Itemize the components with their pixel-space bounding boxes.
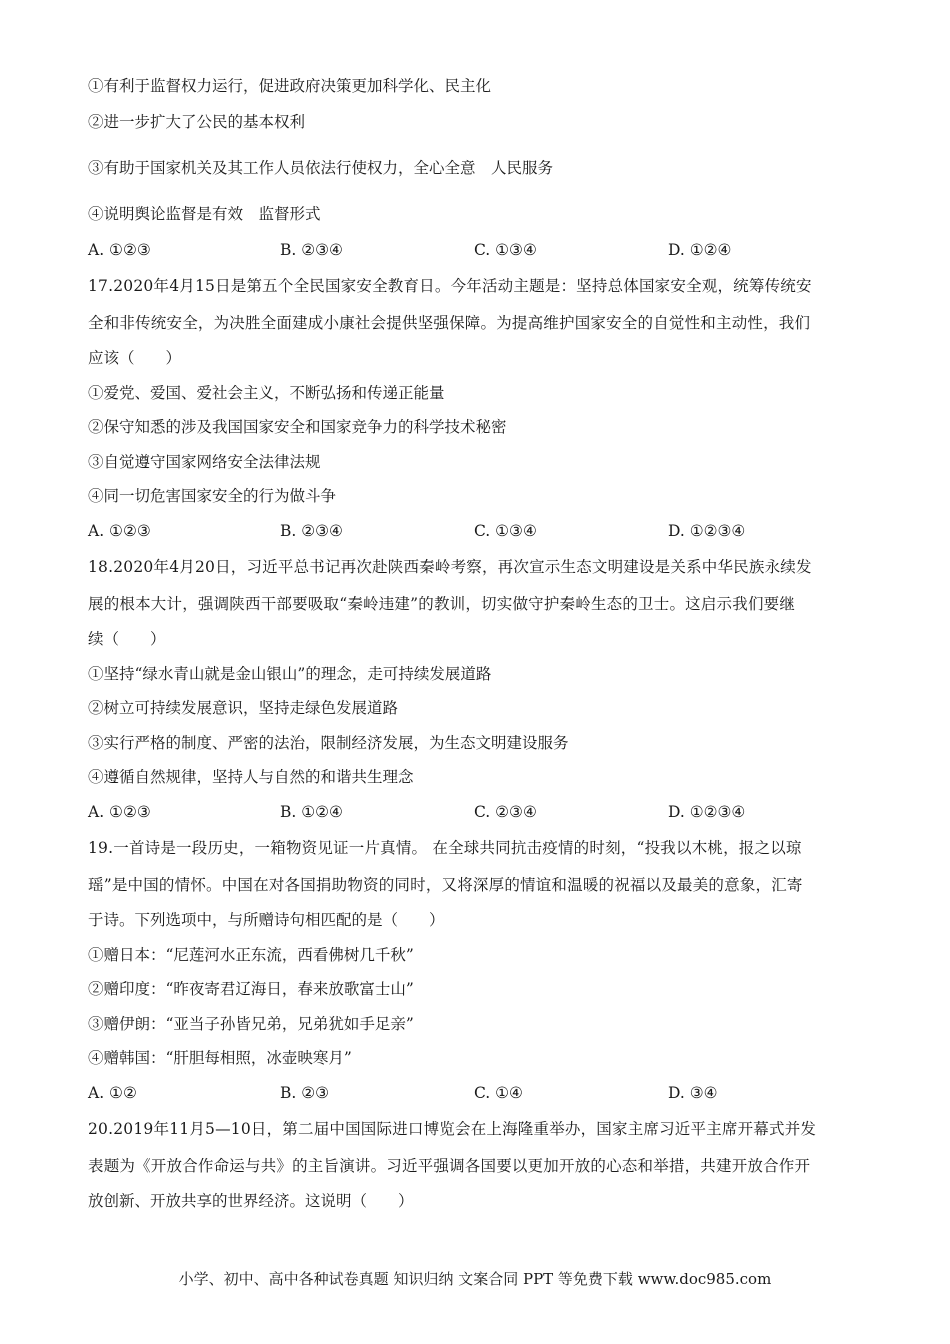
q19-stem-line-3: 于诗。下列选项中，与所赠诗句相匹配的是（ ） — [88, 911, 445, 929]
q17-options — [88, 521, 868, 541]
q19-item-1: ①赠日本：“尼莲河水正东流，西看佛树几千秋” — [88, 946, 414, 964]
q19-option-a: A. ①② — [88, 1084, 137, 1102]
q17-item-4: ④同一切危害国家安全的行为做斗争 — [88, 487, 337, 505]
q19-option-b: B. ②③ — [280, 1084, 330, 1102]
q18-option-b: B. ①②④ — [280, 803, 343, 821]
q19-item-3: ③赠伊朗：“亚当子孙皆兄弟，兄弟犹如手足亲” — [88, 1015, 414, 1033]
q16-item-2: ②进一步扩大了公民的基本权利 — [88, 113, 306, 131]
q18-item-4: ④遵循自然规律，坚持人与自然的和谐共生理念 — [88, 768, 414, 786]
q17-stem-line-3: 应该（ ） — [88, 349, 182, 367]
q19-item-2: ②赠印度：“昨夜寄君辽海日，春来放歌富士山” — [88, 980, 414, 998]
q16-option-a: A. ①②③ — [88, 241, 151, 259]
q20-stem-line-1: 20.2019年11月5—10日，第二届中国国际进口博览会在上海隆重举办，国家主席习近平主席开幕式并发 — [88, 1120, 817, 1138]
q17-item-1: ①爱党、爱国、爱社会主义，不断弘扬和传递正能量 — [88, 384, 445, 402]
q18-item-2: ②树立可持续发展意识，坚持走绿色发展道路 — [88, 699, 399, 717]
q18-item-3: ③实行严格的制度、严密的法治，限制经济发展，为生态文明建设服务 — [88, 734, 569, 752]
q18-item-1: ①坚持“绿水青山就是金山银山”的理念，走可持续发展道路 — [88, 665, 492, 683]
q18-stem-line-1: 18.2020年4月20日，习近平总书记再次赴陕西秦岭考察，再次宣示生态文明建设是关系中华民族永续发 — [88, 558, 812, 576]
q16-option-d: D. ①②④ — [668, 241, 732, 259]
q16-item-3: ③有助于国家机关及其工作人员依法行使权力，全心全意 人民服务 — [88, 159, 554, 177]
q18-option-d: D. ①②③④ — [668, 803, 746, 821]
q19-stem-line-2: 瑶”是中国的情怀。中国在对各国捐助物资的同时，又将深厚的情谊和温暖的祝福以及最美的意象，汇寄 — [88, 876, 803, 894]
q20-stem-line-2: 表题为《开放合作命运与共》的主旨演讲。习近平强调各国要以更加开放的心态和举措，共建开放合作开 — [88, 1157, 811, 1175]
q19-item-4: ④赠韩国：“肝胆每相照，冰壶映寒月” — [88, 1049, 352, 1067]
q19-option-c: C. ①④ — [474, 1084, 523, 1102]
q18-stem-line-2: 展的根本大计，强调陕西干部要吸取“秦岭违建”的教训，切实做守护秦岭生态的卫士。这启示我们要继 — [88, 595, 796, 613]
q19-options — [88, 1083, 868, 1103]
q17-option-b: B. ②③④ — [280, 522, 343, 540]
q18-option-a: A. ①②③ — [88, 803, 151, 821]
q16-option-b: B. ②③④ — [280, 241, 343, 259]
q16-options — [88, 240, 868, 260]
q18-stem-line-3: 续（ ） — [88, 630, 166, 648]
q16-item-1: ①有利于监督权力运行，促进政府决策更加科学化、民主化 — [88, 77, 492, 95]
q18-option-c: C. ②③④ — [474, 803, 537, 821]
q17-option-a: A. ①②③ — [88, 522, 151, 540]
q17-stem-line-1: 17.2020年4月15日是第五个全民国家安全教育日。今年活动主题是：坚持总体国家安全观，统筹传统安 — [88, 277, 812, 295]
q19-option-d: D. ③④ — [668, 1084, 718, 1102]
q16-option-c: C. ①③④ — [474, 241, 537, 259]
q17-item-2: ②保守知悉的涉及我国国家安全和国家竞争力的科学技术秘密 — [88, 418, 507, 436]
page-footer: 小学、初中、高中各种试卷真题 知识归纳 文案合同 PPT 等免费下载 www.doc985.com — [178, 1270, 772, 1288]
q18-options — [88, 802, 868, 822]
q16-item-4: ④说明舆论监督是有效 监督形式 — [88, 205, 321, 223]
q17-item-3: ③自觉遵守国家网络安全法律法规 — [88, 453, 321, 471]
q17-option-c: C. ①③④ — [474, 522, 537, 540]
q17-stem-line-2: 全和非传统安全，为决胜全面建成小康社会提供坚强保障。为提高维护国家安全的自觉性和主动性，我们 — [88, 314, 811, 332]
q19-stem-line-1: 19.一首诗是一段历史，一箱物资见证一片真情。 在全球共同抗击疫情的时刻，“投我以木桃，报之以琼 — [88, 839, 802, 857]
q20-stem-line-3: 放创新、开放共享的世界经济。这说明（ ） — [88, 1192, 414, 1210]
q17-option-d: D. ①②③④ — [668, 522, 746, 540]
